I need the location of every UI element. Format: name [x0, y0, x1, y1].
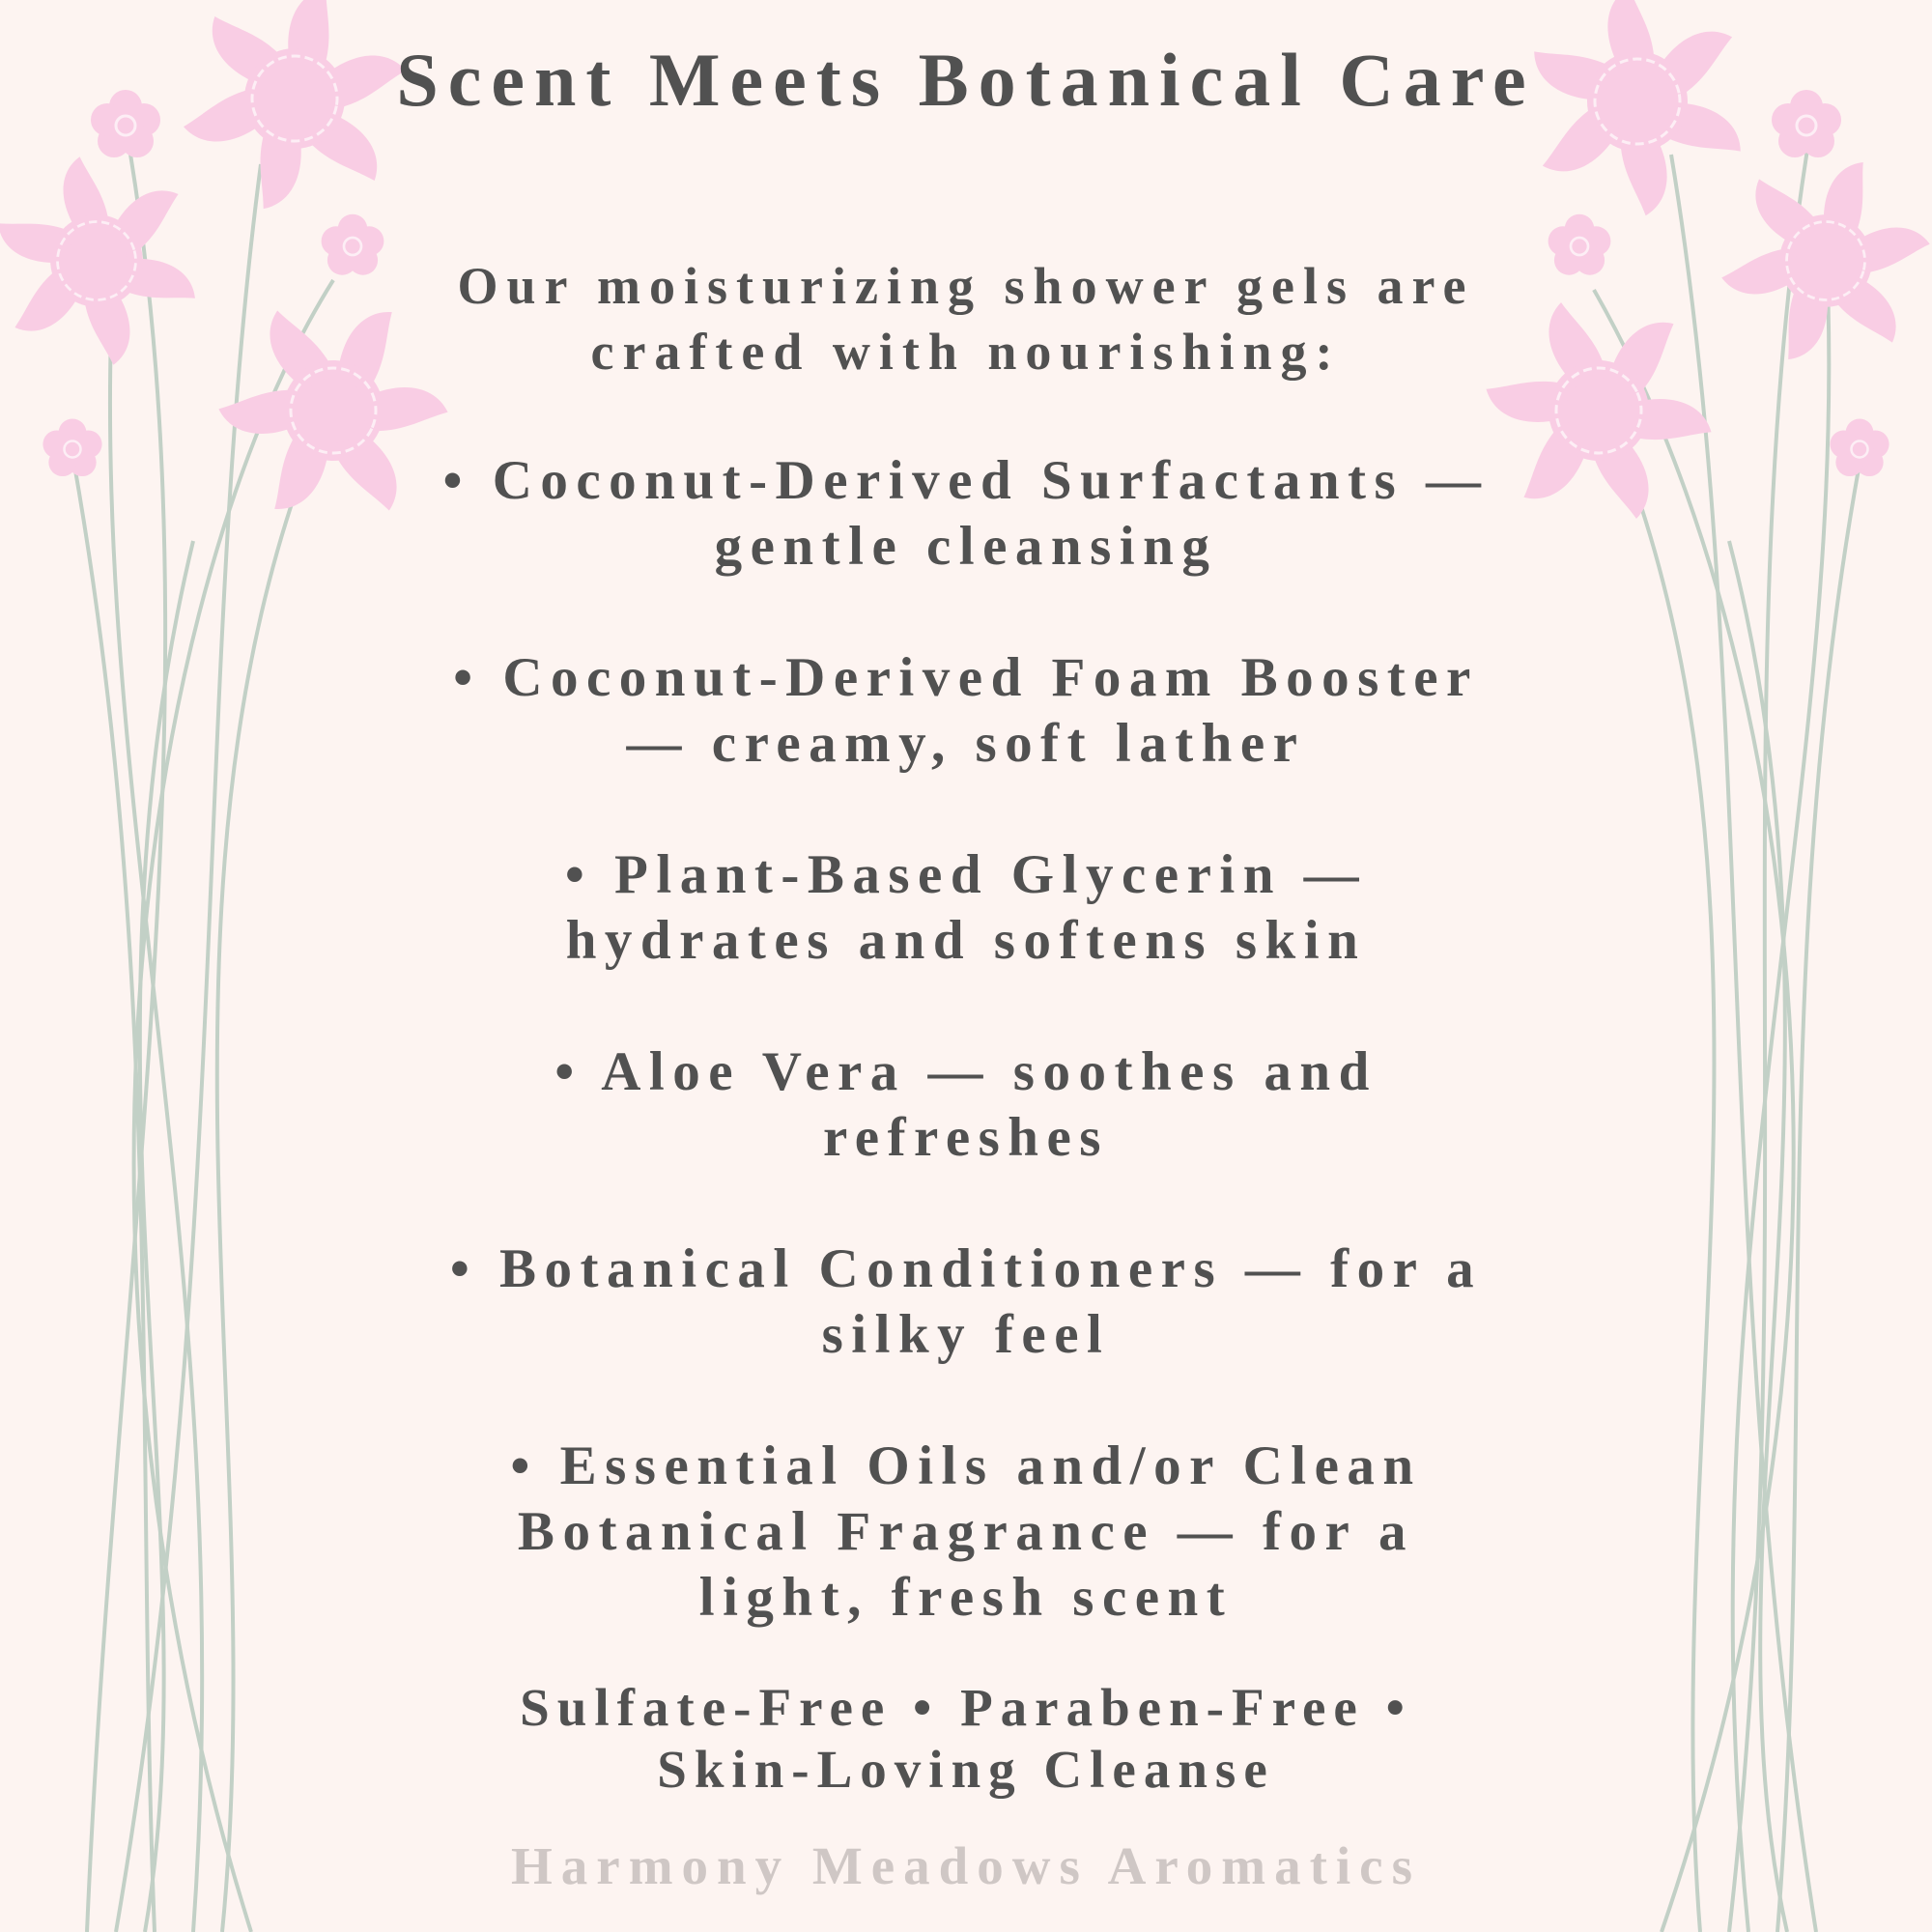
ingredient-item: • Essential Oils and/or Clean Botanical Fragrance — for a light, fresh scent: [510, 1435, 1422, 1628]
brand-name: Harmony Meadows Aromatics: [511, 1836, 1421, 1895]
ingredient-item: • Coconut-Derived Surfactants — gentle cleansing: [442, 450, 1490, 577]
ingredient-item: • Plant-Based Glycerin — hydrates and softens skin: [564, 844, 1368, 971]
ingredient-item: • Aloe Vera — soothes and refreshes: [554, 1041, 1378, 1168]
ingredient-item: • Botanical Conditioners — for a silky feel: [449, 1238, 1483, 1365]
intro-text: Our moisturizing shower gels are crafted with nourishing:: [457, 257, 1475, 381]
ingredient-item: • Coconut-Derived Foam Booster — creamy, soft lather: [453, 647, 1479, 774]
tagline: Sulfate-Free • Paraben-Free • Skin-Loving Cleanse: [520, 1678, 1412, 1799]
page-title: Scent Meets Botanical Care: [396, 38, 1536, 122]
